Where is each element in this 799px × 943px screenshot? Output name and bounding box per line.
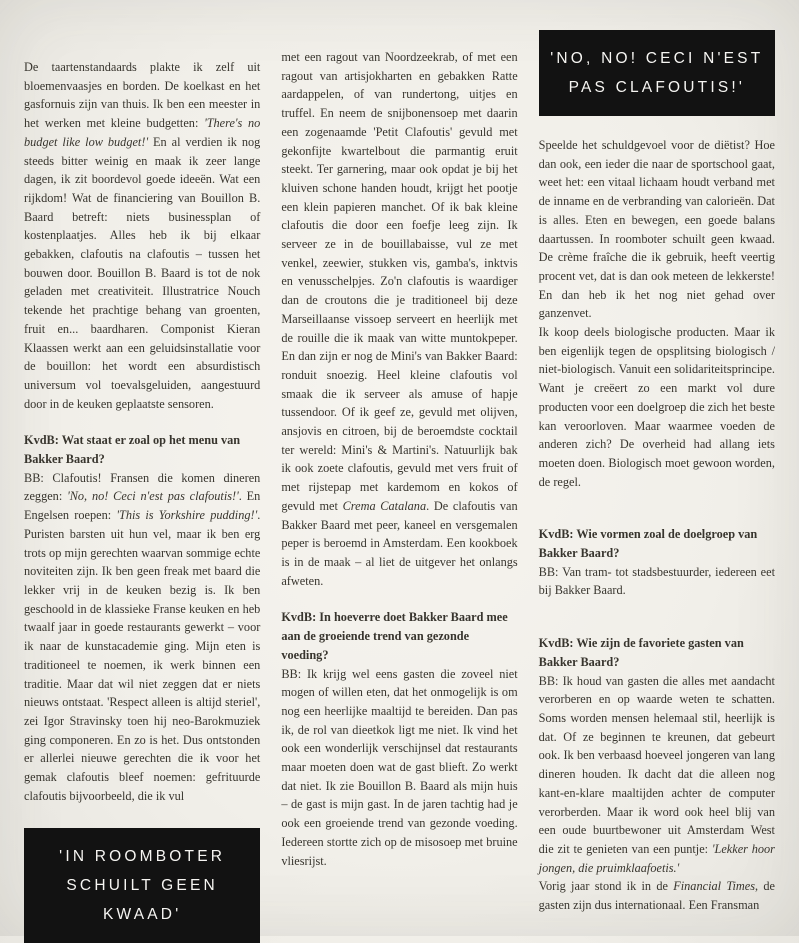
text-run: Financial Times <box>673 879 756 894</box>
pullquote-line: 'NO, NO! CECI N'EST <box>550 50 764 67</box>
text-run: BB: Ik krijg wel eens gasten die zoveel niet mogen of willen eten, dat het onmogelijk is om nog een heerlijke maaltijd te bereiden. Dan pas ik, de rol van dieetkok ligt me niet. Ik vind het ook een wonderlijk verschijnsel dat restaurants maar moeten doen wat de gast blieft. Zo werkt dat niet. Ik zie Bouillon B. Baard als mijn huis – de gast is mijn gast. In de jaren tachtig had je ook een groeiende trend van gezonde voeding. Iedereen stortte zich op de misosoep met bruine vliesrijst. <box>281 666 518 868</box>
text-run: BB: Ik houd van gasten die alles met aandacht verorberen en op waarde weten te schatten. Soms worden mensen helemaal stil, heerlijk is dat. Of ze beginnen te kreunen, dat gebeurt ook. Ik ben verbaasd hoeveel jongeren van lang dineren houden. Ik dacht dat die alleen nog kant-en-klare maaltijden achter de computer verorberden. Maar ik word ook heel blij van een oude buurtbewoner uit Amsterdam West die zit te genieten van een puntje: <box>538 673 775 856</box>
text-run: KvdB: Wie vormen zoal de doelgroep van Bakker Baard? <box>538 527 758 561</box>
column-1-text <box>24 58 260 805</box>
text-run: 'This is Yorkshire pudding!' <box>116 508 258 523</box>
pullquote-roomboter <box>24 828 260 943</box>
text-run: BB: Van tram- tot stadsbestuurder, iedereen eet bij Bakker Baard. <box>538 564 775 598</box>
article-paragraph <box>539 323 775 491</box>
column-3-text <box>539 136 775 915</box>
article-paragraph <box>281 48 517 590</box>
text-run: Speelde het schuldgevoel voor de diëtist? Hoe dan ook, een ieder die naar de sportschool gaat, weet het: een vitaal lichaam houdt verband met de inname en de verbranding van calorieën. Dat is alles. Eten en bewegen, een goede balans daartussen. In roomboter schuilt geen kwaad. De crème fraîche die ik gebruik, heeft veertig procent vet, dat is dan ook meteen de lekkerste! En dan heb ik het nog niet gehad over ganzenvet. <box>538 138 775 321</box>
article-paragraph <box>24 58 260 413</box>
column-1 <box>24 0 260 936</box>
article-paragraph <box>24 469 260 806</box>
text-run: En al verdien ik nog steeds bitter weinig en maak ik zeer lange dagen, ik zit boordevol goede ideeën. Wat een rijkdom! Wat de financiering van Bouillon B. Baard betreft: niets businessplan of kostenplaatjes. Alles heb ik bij elkaar gebakken, clafoutis na clafoutis – tussen het bouwen door. Bouillon B. Baard is tot de nok geladen met creativiteit. Illustratrice Nouch tekende het prachtige behang van groenten, fruit en... baardharen. Componist Kieran Klaassen werkt aan een geluidsinstallatie voor de bouillon: het wordt een absurdistisch universum vol toevalsgeluiden, aangestuurd door in de keuken geplaatste sensoren. <box>24 134 261 411</box>
text-run: 'There's no budget like low budget!' <box>24 116 261 149</box>
article-paragraph <box>539 136 775 323</box>
column-2 <box>281 0 517 936</box>
column-2-text <box>281 48 517 870</box>
text-run: . De clafoutis van Bakker Baard met peer, kaneel en versgemalen peper is beroemd in Amsterdam. Een kookboek is in de maak – al liet de uitgever het onlangs afweten. <box>281 498 518 588</box>
pullquote-line: PAS CLAFOUTIS!' <box>568 79 746 96</box>
text-run: BB: Clafoutis! Fransen die komen dineren zeggen: <box>24 470 261 504</box>
text-run: Crema Catalana <box>342 498 427 513</box>
interview-question <box>539 634 775 671</box>
article-paragraph <box>539 877 775 914</box>
article-paragraph <box>281 665 517 871</box>
pullquote-line: SCHUILT GEEN KWAAD' <box>66 877 218 924</box>
text-run: 'No, no! Ceci n'est pas clafoutis!' <box>67 489 239 504</box>
column-3 <box>539 0 775 936</box>
text-run: KvdB: Wie zijn de favoriete gasten van Bakker Baard? <box>538 636 744 669</box>
text-run: , de gasten zijn dus internationaal. Een Fransman <box>538 879 775 913</box>
text-run: Vorig jaar stond ik in de <box>538 879 674 894</box>
text-run: met een ragout van Noordzeekrab, of met een ragout van artisjokharten en gebakken Ratte aardappelen, of van rundertong, uitjes en truffel. En neem de snijbonensoep met daarin een zogenaamde 'Petit Clafoutis' gevuld met gekonfijte kwartelbout die parmantig eruit steekt. Ter garnering, maar ook opdat je bij het kluiven schone handen houdt, krijgt het pootje een klein papieren manchet. Of ik bak kleine clafoutis die door een foefje leeg zijn. Ik serveer ze in de bouillabaisse, vul ze met venkel, zeewier, stukken vis, gamba's, inktvis en venusschelpjes. Zo'n clafoutis is waardiger dan de croutons die je traditioneel bij deze Marseillaanse vissoep serveert en heerlijk met de rouille die ik maak van witte muntokpeper. En dan zijn er nog de Mini's van Bakker Baard: ronduit snoezig. Heel kleine clafoutis vol smaak die ik serveer als amuse of hapje tussendoor. Of ik geef ze, gevuld met olijven, ansjovis en citroen, bij de beroemdste cocktail ter wereld: Mini's & Martini's. Natuurlijk bak ik ook zoete clafoutis, gevuld met vers fruit of met rijstepap met kardemom en kokos of gevuld met <box>281 50 518 513</box>
interview-question <box>24 431 260 468</box>
interview-question <box>281 608 517 664</box>
pullquote-line: 'IN ROOMBOTER <box>59 848 226 866</box>
text-run: De taartenstandaards plakte ik zelf uit bloemenvaasjes en borden. De koelkast en het gasfornuis zijn van thuis. Ik ben een meester in het werken met kleine budgetten: <box>24 60 261 131</box>
text-run: KvdB: Wat staat er zoal op het menu van Bakker Baard? <box>24 433 241 467</box>
text-run: . En Engelsen roepen: <box>24 489 261 523</box>
interview-question <box>539 525 775 562</box>
text-run: . Puristen barsten uit hun vel, maar ik ben erg trots op mijn gerechten waarvan sommige echte noviteiten zijn. Ik ben geen freak met baard die lekker vrij in de keuken bezig is. Ik ben geschoold in de klassieke Franse keuken en heb twaalf jaar in goede restaurants gewerkt – voor ik naar de kunstacademie ging. Mijn eten is traditioneel te noemen, ik werk binnen een traditie. Maar dat wil niet zeggen dat er niets nieuws ontstaat. 'Respect alleen is altijd steriel', zei Igor Stravinsky toen hij neo-Barokmuziek ging componeren. En zo is het. Dus ontstonden er allerlei nieuwe gerechten die ik voor het gemak clafoutis bleef noemen: gefrituurde clafoutis bijvoorbeeld, die ik vul <box>24 508 261 803</box>
text-run: 'Lekker hoor jongen, die pruimklaafoetis.' <box>538 841 775 875</box>
article-paragraph <box>539 563 775 600</box>
text-run: Ik koop deels biologische producten. Maar ik ben eigenlijk tegen de opsplitsing biologisch / niet-biologisch. Vanuit een solidariteitsprincipe. Want je creëert zo een markt vol dure producten voor een doelgroep die zich het beste kan veroorloven. Maar waarmee voeden de anderen zich? De overheid had allang iets moeten doen. Biologisch moet gewoon worden, de regel. <box>538 325 775 489</box>
article-paragraph <box>539 672 775 878</box>
pullquote-clafoutis <box>539 30 775 116</box>
text-run: KvdB: In hoeverre doet Bakker Baard mee aan de groeiende trend van gezonde voeding? <box>281 610 508 662</box>
